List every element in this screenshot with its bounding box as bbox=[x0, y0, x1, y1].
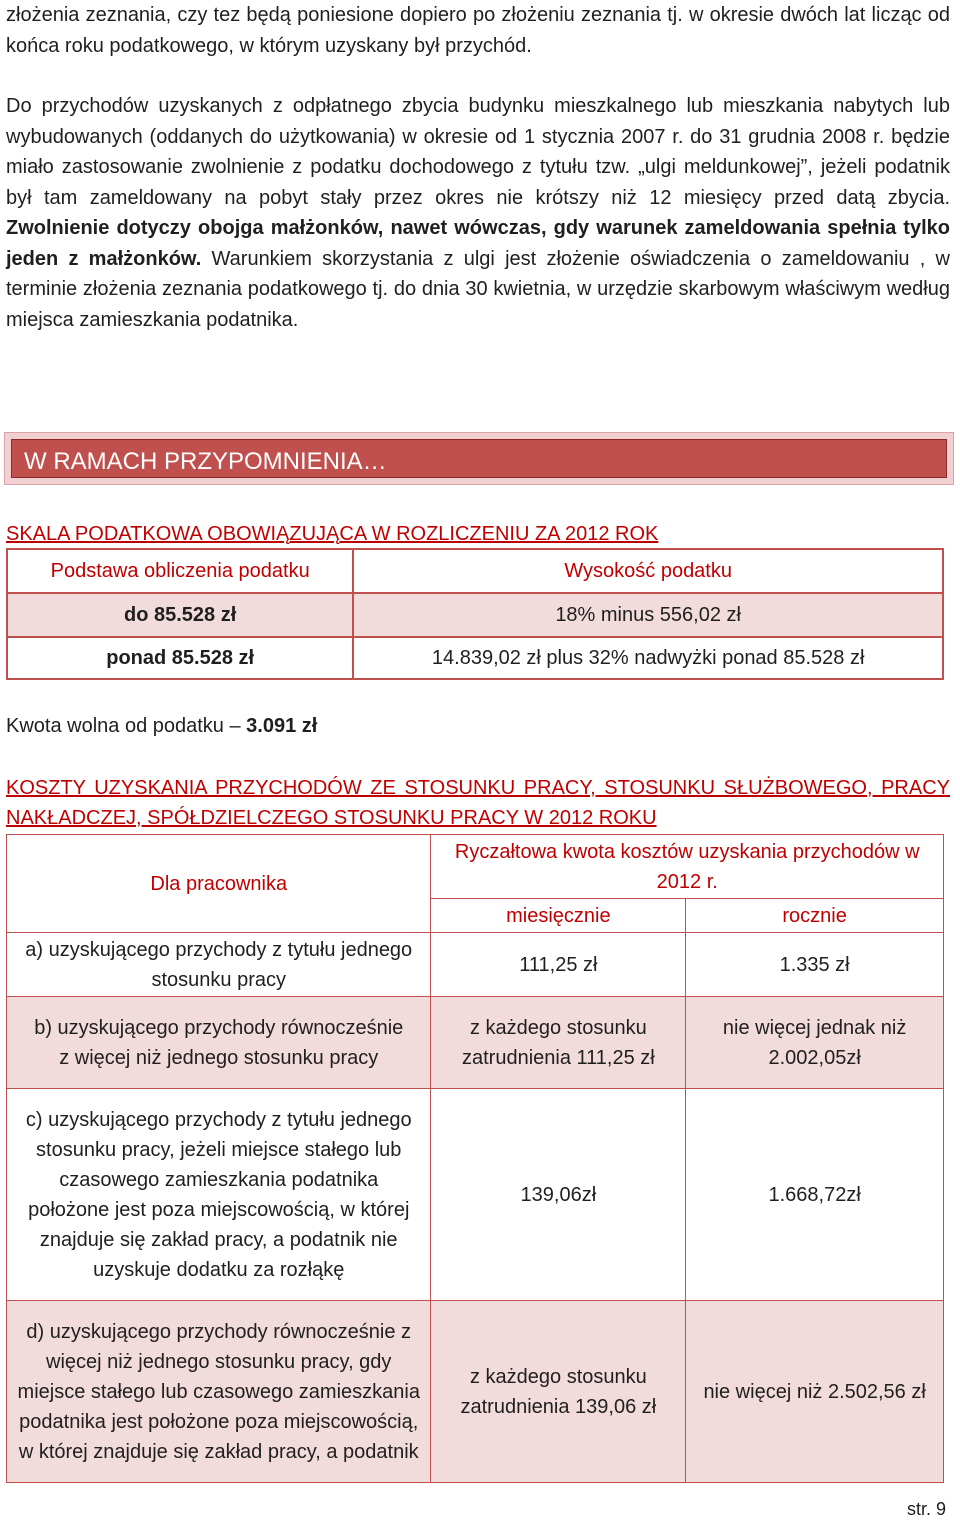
tax-row-rate: 14.839,02 zł plus 32% nadwyżki ponad 85.528 zł bbox=[353, 637, 943, 679]
costs-row-monthly: 139,06zł bbox=[431, 1089, 686, 1301]
reminder-banner-inner bbox=[11, 439, 947, 478]
page-number: str. 9 bbox=[906, 1499, 946, 1519]
costs-row-yearly: 1.668,72zł bbox=[686, 1089, 944, 1301]
costs-row-description: c) uzyskującego przychody z tytułu jednego stosunku pracy, jeżeli miejsce stałego lub czasowego zamieszkania podatnika położone jest poza miejscowością, w której znajduje się zakład pracy, a podatnik nie uzyskuje dodatku za rozłąkę bbox=[7, 1089, 431, 1301]
sale-text-bold: Zwolnienie dotyczy obojga małżonków, nawet wówczas, gdy warunek zameldowania spełnia tylko jeden z małżonków. bbox=[6, 217, 950, 270]
tax-row-base: ponad 85.528 zł bbox=[7, 637, 353, 679]
costs-row bbox=[7, 997, 944, 1089]
sale-text-part1: Do przychodów uzyskanych z odpłatnego zbycia budynku mieszkalnego lub mieszkania nabytych lub wybudowanych (oddanych do użytkowania) w okresie od 1 stycznia 2007 r. do 31 grudnia 2008 r. będzie miało zastosowanie zwolnienie z podatku dochodowego z tytułu tzw. „ulgi meldunkowej”, jeżeli podatnik był tam zameldowany na pobyt stały przez okres nie krótszy niż 12 miesięcy przed datą zbycia. bbox=[6, 95, 950, 209]
tax-header-base: Podstawa obliczenia podatku bbox=[7, 549, 353, 593]
costs-row-description: d) uzyskującego przychody równocześnie z więcej niż jednego stosunku pracy, gdy miejsce stałego lub czasowego zamieszkania podatnika jest położone poza miejscowością, w której znajduje się zakład pracy, a podatnik bbox=[7, 1301, 431, 1483]
tax-row-base: do 85.528 zł bbox=[7, 593, 353, 637]
costs-row-description: b) uzyskującego przychody równocześnie z więcej niż jednego stosunku pracy bbox=[7, 997, 431, 1089]
intro-paragraph-sale bbox=[6, 91, 950, 335]
costs-header-employee: Dla pracownika bbox=[7, 835, 431, 933]
costs-title: KOSZTY UZYSKANIA PRZYCHODÓW ZE STOSUNKU PRACY, STOSUNKU SŁUŻBOWEGO, PRACY NAKŁADCZEJ, SPÓŁDZIELCZEGO STOSUNKU PRACY W 2012 ROKU bbox=[6, 777, 950, 829]
costs-row-yearly: nie więcej jednak niż 2.002,05zł bbox=[686, 997, 944, 1089]
costs-row-monthly: z każdego stosunku zatrudnienia 139,06 zł bbox=[431, 1301, 686, 1483]
costs-row-description: a) uzyskującego przychody z tytułu jednego stosunku pracy bbox=[7, 933, 431, 997]
free-amount-line bbox=[6, 711, 317, 741]
costs-row bbox=[7, 933, 944, 997]
tax-scale-row bbox=[7, 593, 943, 637]
tax-scale-header-row bbox=[7, 549, 943, 593]
reminder-banner bbox=[4, 432, 954, 485]
tax-row-rate: 18% minus 556,02 zł bbox=[353, 593, 943, 637]
costs-row-yearly: nie więcej niż 2.502,56 zł bbox=[686, 1301, 944, 1483]
free-amount-label: Kwota wolna od podatku – bbox=[6, 715, 247, 737]
costs-table bbox=[6, 834, 944, 1483]
intro-paragraph-continued: złożenia zeznania, czy tez będą poniesione dopiero po złożeniu zeznania tj. w okresie dwóch lat licząc od końca roku podatkowego, w którym uzyskany był przychód. bbox=[6, 4, 950, 57]
tax-header-rate: Wysokość podatku bbox=[353, 549, 943, 593]
costs-row-yearly: 1.335 zł bbox=[686, 933, 944, 997]
free-amount-value: 3.091 zł bbox=[246, 715, 318, 737]
costs-row bbox=[7, 1089, 944, 1301]
tax-scale-title: SKALA PODATKOWA OBOWIĄZUJĄCA W ROZLICZENIU ZA 2012 ROK bbox=[6, 523, 659, 545]
tax-scale-row bbox=[7, 637, 943, 679]
costs-subheader-monthly: miesięcznie bbox=[431, 899, 686, 933]
costs-header-row bbox=[7, 835, 944, 899]
tax-scale-table bbox=[6, 548, 944, 680]
costs-row-monthly: 111,25 zł bbox=[431, 933, 686, 997]
costs-subheader-yearly: rocznie bbox=[686, 899, 944, 933]
costs-row bbox=[7, 1301, 944, 1483]
reminder-banner-title: W RAMACH PRZYPOMNIENIA… bbox=[24, 448, 387, 475]
costs-header-amount: Ryczałtowa kwota kosztów uzyskania przychodów w 2012 r. bbox=[431, 835, 944, 899]
sale-text-part2: Warunkiem skorzystania z ulgi jest złożenie oświadczenia o zameldowaniu , w terminie złożenia zeznania podatkowego tj. do dnia 30 kwietnia, w urzędzie skarbowym właściwym według miejsca zamieszkania podatnika. bbox=[6, 247, 950, 331]
costs-row-monthly: z każdego stosunku zatrudnienia 111,25 zł bbox=[431, 997, 686, 1089]
